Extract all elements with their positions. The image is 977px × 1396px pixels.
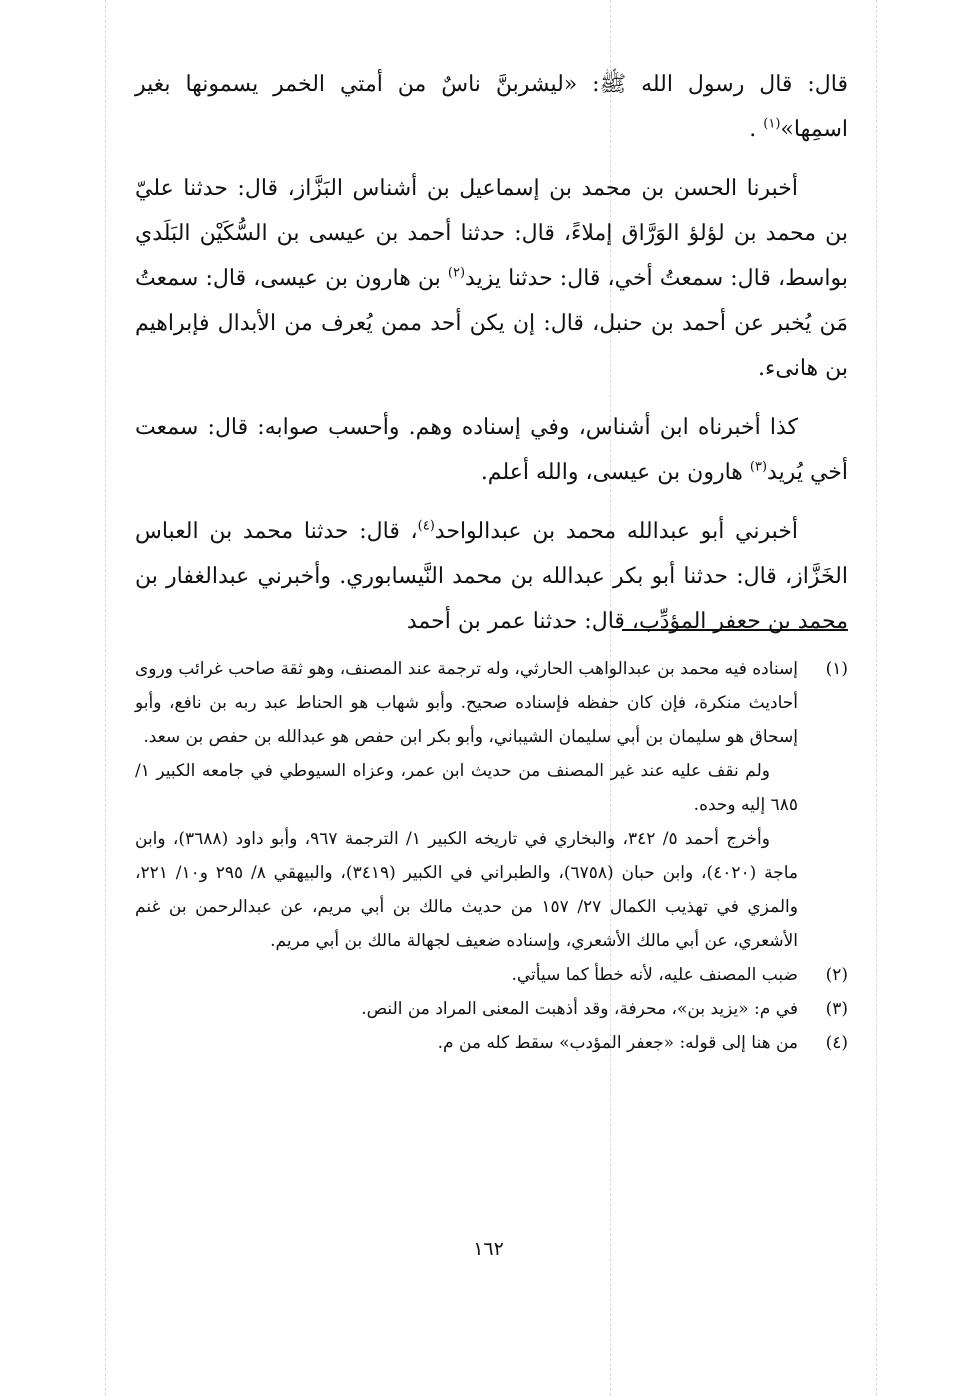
paragraph-text: أخبرنا الحسن بن محمد بن إسماعيل بن أشناس البَزَّاز، قال: حدثنا عليّ بن محمد بن لؤلؤ الوَرَّاق إملاءً، قال: حدثنا أحمد بن عيسى بن السُّكَيْن البَلَدي بواسط، قال: سمعتُ أخي، قال: حدثنا يزيد	[135, 176, 848, 291]
footnote-text: إسناده فيه محمد بن عبدالواهب الحارثي، وله ترجمة عند المصنف، وهو ثقة صاحب غرائب وروى أحاديث منكرة، فإن كان حفظه فإسناده صحيح. وأبو شهاب هو الحناط عبد ربه بن نافع، وأبو إسحاق هو سليمان بن أبي سليمان الشيباني، وأبو بكر ابن حفص هو عبدالله بن حفص بن سعد.	[135, 659, 798, 747]
paragraph-hadith	[135, 62, 848, 152]
paragraph-comment	[135, 405, 848, 495]
paragraph-text: .	[749, 117, 757, 142]
scan-artifact-line	[105, 0, 106, 1396]
footnote-body	[135, 652, 798, 958]
footnote-body	[135, 992, 798, 1026]
footnote-text: وأخرج أحمد ٥/ ٣٤٢، والبخاري في تاريخه الكبير ١/ الترجمة ٩٦٧، وأبو داود (٣٦٨٨)، وابن ماجة (٤٠٢٠)، وابن حبان (٦٧٥٨)، والطبراني في الكبير (٣٤١٩)، والبيهقي ٨/ ٢٩٥ و١٠/ ٢٢١، والمزي في تهذيب الكمال ٢٧/ ١٥٧ من حديث مالك بن أبي مريم، عن عبدالرحمن بن غنم الأشعري، عن أبي مالك الأشعري، وإسناده ضعيف لجهالة مالك بن أبي مريم.	[135, 829, 799, 951]
footnote-ref: (٢)	[447, 265, 466, 281]
footnote	[135, 992, 848, 1026]
footnotes	[135, 652, 848, 1060]
paragraph-isnad	[135, 166, 848, 391]
main-text	[135, 62, 848, 658]
paragraph-text: قال: قال رسول الله ﷺ: «ليشربنَّ ناسٌ من أمتي الخمر يسمونها بغير اسمِها»	[135, 72, 848, 142]
paragraph-text: كذا أخبرناه ابن أشناس، وفي إسناده وهم. وأحسب صوابه: قال: سمعت أخي يُريد	[135, 415, 848, 485]
paragraph-isnad-2	[135, 509, 848, 644]
footnote-ref: (١)	[763, 116, 781, 132]
footnote-number: (٢)	[825, 965, 848, 985]
footnote-text: في م: «يزيد بن»، محرفة، وقد أذهبت المعنى المراد من النص.	[361, 999, 798, 1019]
paragraph-text: ، قال: حدثنا محمد بن العباس الخَزَّاز، قال: حدثنا أبو بكر عبدالله بن محمد النَّيسابوري. وأخبرني عبدالغفار بن محمد بن جعفر المؤدِّب، قال: حدثنا عمر بن أحمد	[135, 519, 848, 634]
footnote	[135, 958, 848, 992]
footnote-ref: (٣)	[749, 459, 768, 475]
footnote	[135, 1026, 848, 1060]
footnote-text: ضبب المصنف عليه، لأنه خطأ كما سيأتي.	[511, 965, 798, 985]
footnote-number: (٤)	[825, 1033, 848, 1053]
page-number: ١٦٢	[473, 1238, 504, 1260]
footnote	[135, 652, 848, 958]
paragraph-text: بن هارون بن عيسى، قال: سمعتُ مَن يُخبر عن أحمد بن حنبل، قال: إن يكن أحد ممن يُعرف من الأبدال فإبراهيم بن هانىء.	[135, 266, 848, 381]
footnote-body	[135, 958, 798, 992]
footnote-number: (٣)	[825, 999, 848, 1019]
footnote-ref: (٤)	[417, 518, 435, 534]
scan-artifact-line	[876, 0, 877, 1396]
footnote-text: ولم نقف عليه عند غير المصنف من حديث ابن عمر، وعزاه السيوطي في جامعه الكبير ١/ ٦٨٥ إليه وحده.	[135, 761, 798, 815]
footnote-number: (١)	[825, 659, 848, 679]
paragraph-text: هارون بن عيسى، والله أعلم.	[480, 460, 750, 485]
footnote-text: من هنا إلى قوله: «جعفر المؤدب» سقط كله من م.	[437, 1033, 798, 1053]
paragraph-text: أخبرني أبو عبدالله محمد بن عبدالواحد	[434, 519, 798, 544]
footnote-body	[135, 1026, 798, 1060]
footnote-separator	[622, 629, 848, 631]
